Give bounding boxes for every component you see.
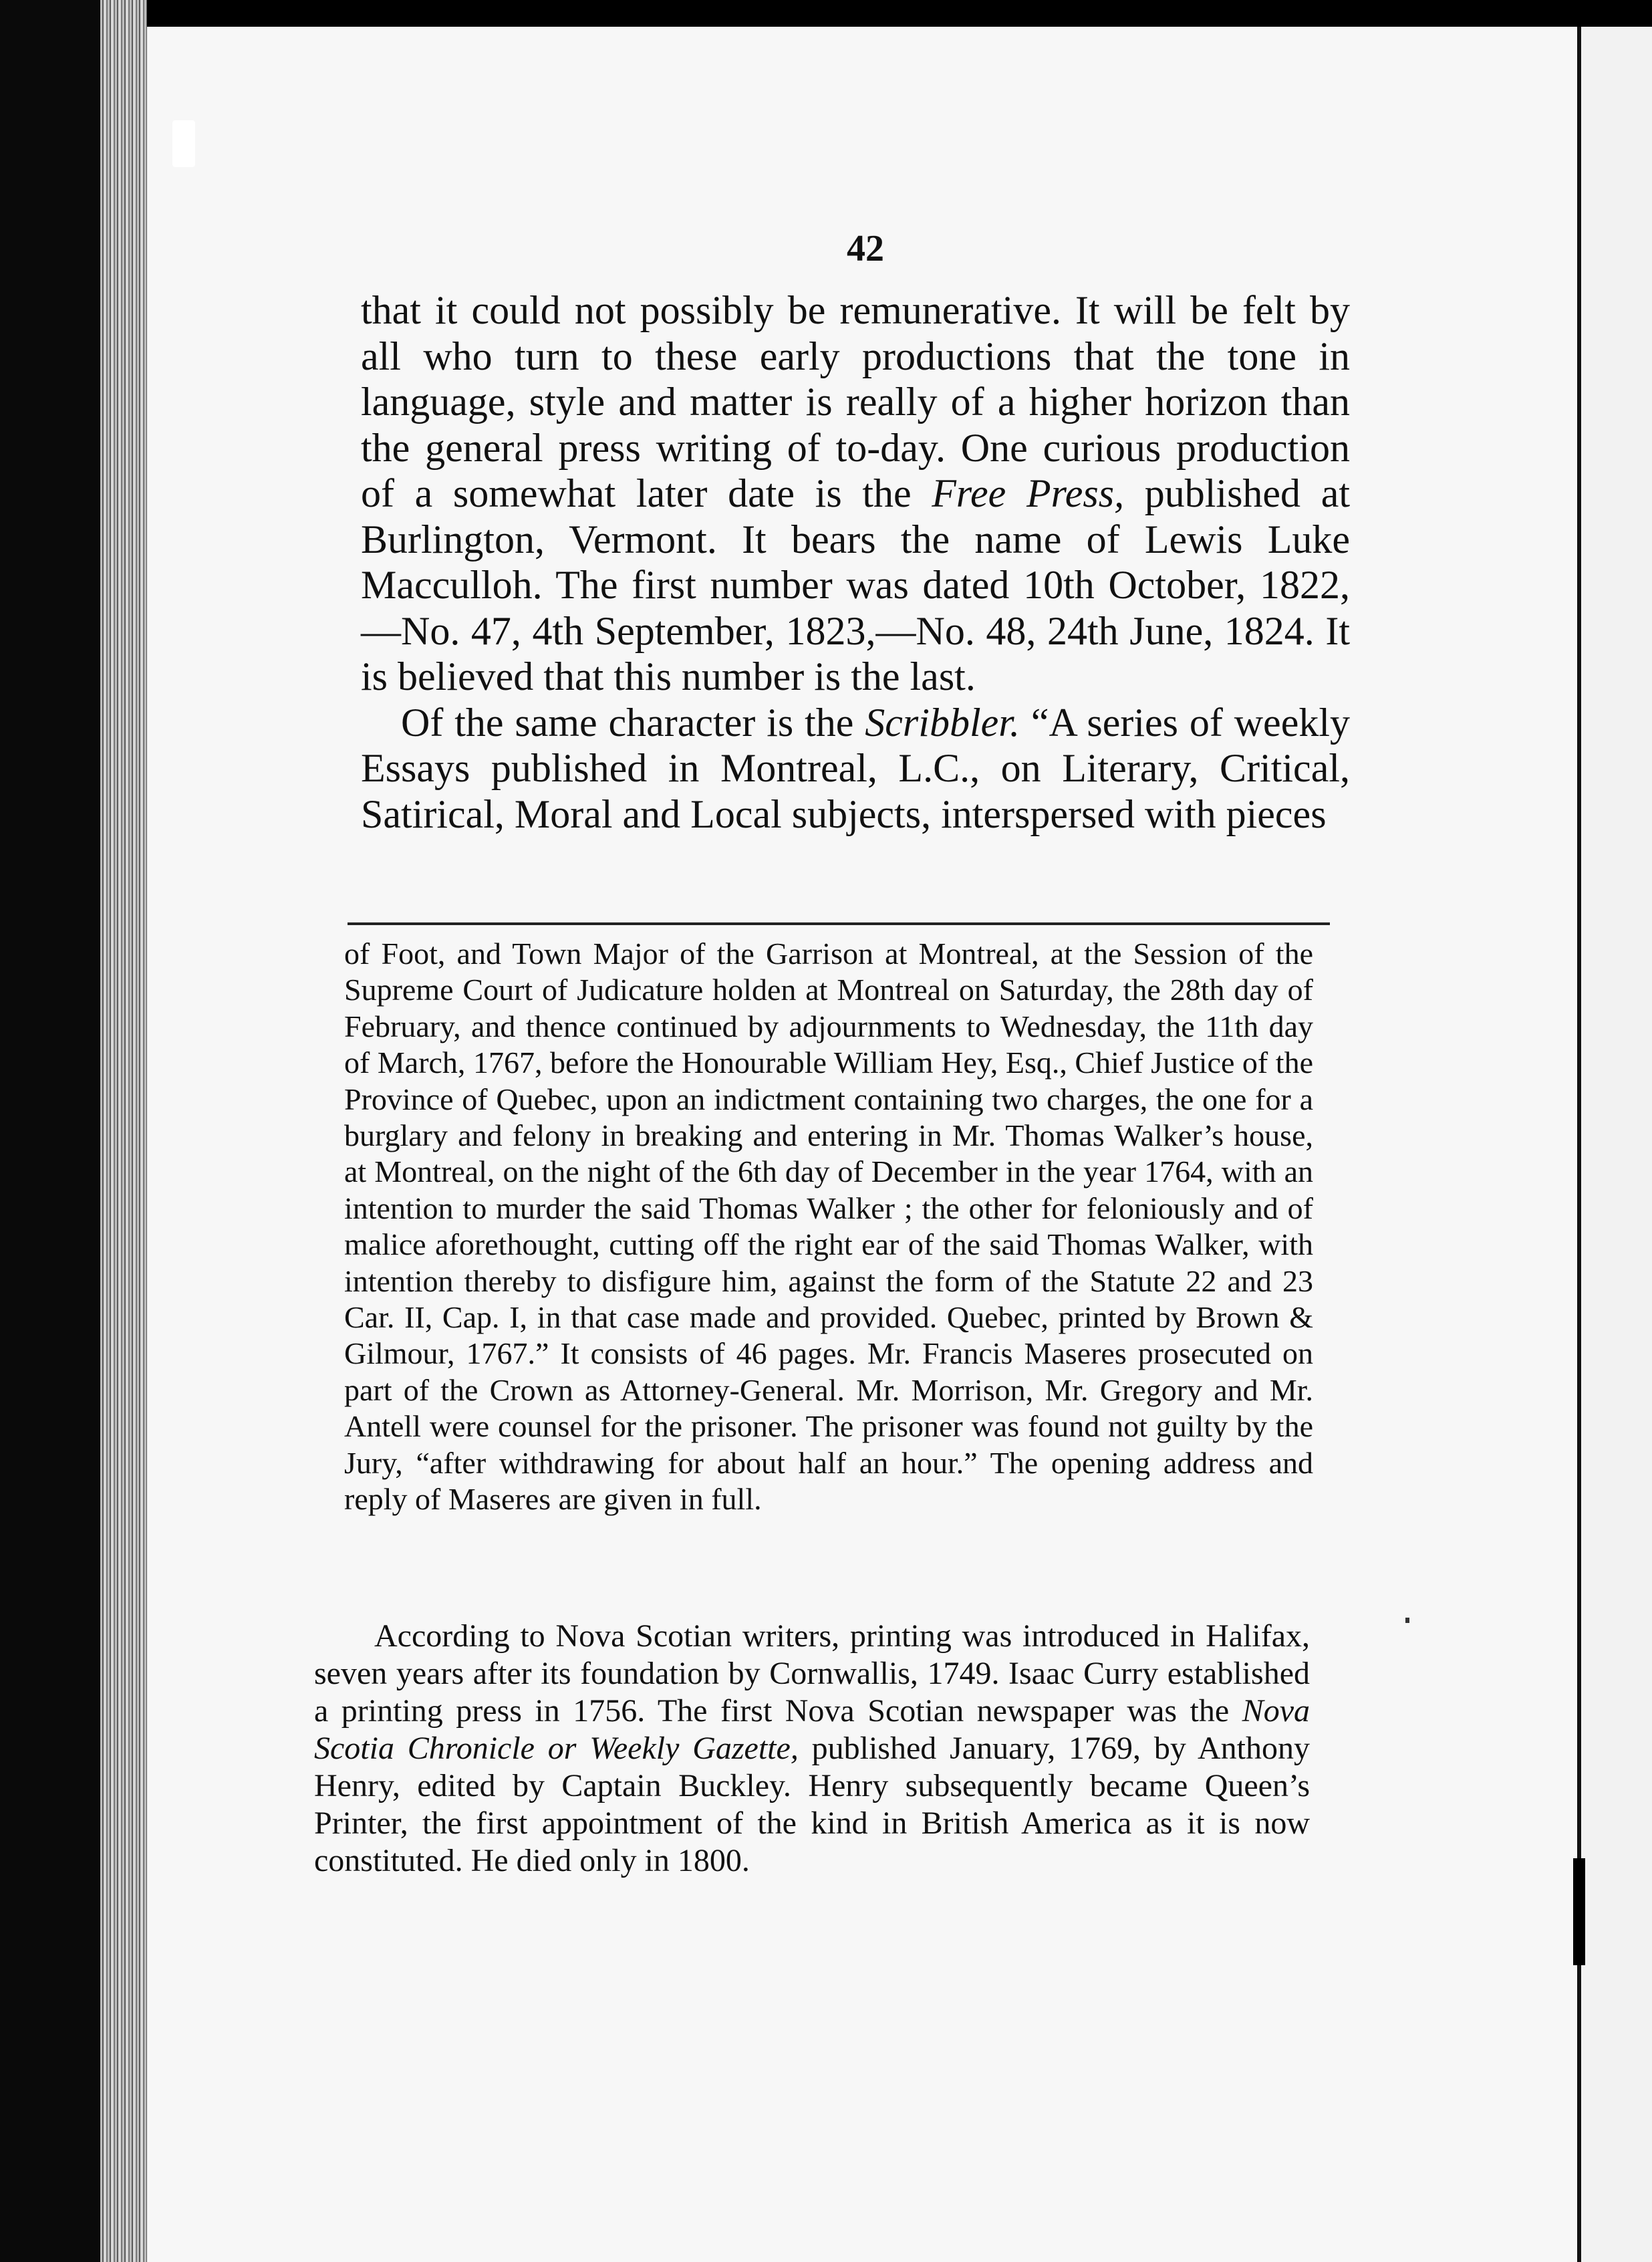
footnote-divider: [348, 922, 1330, 925]
paragraph-1: [361, 287, 1350, 700]
main-text: [361, 287, 1350, 837]
free-press-title: Free Press,: [932, 471, 1125, 515]
para2-end: “A series of weekly Essays published in Montreal, L.C., on Literary, Critical, Satirical, Moral and Local subjects, interspersed with pieces: [361, 700, 1350, 836]
footnote-text: of Foot, and Town Major of the Garrison at Montreal, at the Session of the Supreme Court of Judicature holden at Montreal on Saturday, the 28th day of February, and thence continued by adjournments to Wednesday, the 11th day of March, 1767, before the Honourable William Hey, Esq., Chief Justice of the Province of Quebec, upon an indictment containing two charges, the one for a burglary and felony in breaking and entering in Mr. Thomas Walker’s house, at Montreal, on the night of the 6th day of December in the year 1764, with an intention to murder the said Thomas Walker ; the other for feloniously and of malice aforethought, cutting off the right ear of the said Thomas Walker, with intention thereby to disfigure him, against the form of the Statute 22 and 23 Car. II, Cap. I, in that case made and provided. Quebec, printed by Brown & Gilmour, 1767.” It consists of 46 pages. Mr. Francis Maseres prosecuted on part of the Crown as Attorney-General. Mr. Morrison, Mr. Gregory and Mr. Antell were counsel for the prisoner. The prisoner was found not guilty by the Jury, “after withdrawing for about half an hour.” The opening address and reply of Maseres are given in full.: [344, 936, 1313, 1517]
scan-top-border: [0, 0, 1652, 27]
nova-scotia-chronicle-title: Nova Scotia Chronicle or Weekly Gazette,: [314, 1693, 1310, 1766]
paragraph-2: [361, 700, 1350, 838]
right-edge-mark: [1573, 1858, 1585, 1965]
closing-text: [314, 1618, 1310, 1880]
speck: [1405, 1618, 1409, 1623]
right-margin: [1580, 27, 1652, 2262]
binding-notch: [172, 120, 195, 167]
scan-left-border: [0, 0, 100, 2262]
para1-text: that it could not possibly be remunerative. It will be felt by all who turn to these early productions that the tone in language, style and matter is really of a higher horizon than the general press writing of to-day. One curious production of a somewhat later date is the: [361, 288, 1350, 515]
para2-start: Of the same character is the: [401, 700, 865, 745]
scribbler-title: Scribbler.: [865, 700, 1020, 745]
closing-paragraph: [314, 1618, 1310, 1880]
closing-end: published January, 1769, by Anthony Henry, edited by Captain Buckley. Henry subsequently became Queen’s Printer, the first appointment of the kind in British America as it is now constituted. He died only in 1800.: [314, 1731, 1311, 1878]
footnote: [344, 936, 1313, 1518]
book-binding-edge: [100, 0, 147, 2262]
page-number: 42: [847, 228, 884, 269]
closing-start: According to Nova Scotian writers, printing was introduced in Halifax, seven years after its foundation by Cornwallis, 1749. Isaac Curry established a printing press in 1756. The first Nova Scotian newspaper was the: [314, 1618, 1310, 1729]
para1-end: published at Burlington, Vermont. It bears the name of Lewis Luke Macculloh. The first number was dated 10th October, 1822, —No. 47, 4th September, 1823,—No. 48, 24th June, 1824. It is believed that this number is the last.: [361, 471, 1350, 699]
